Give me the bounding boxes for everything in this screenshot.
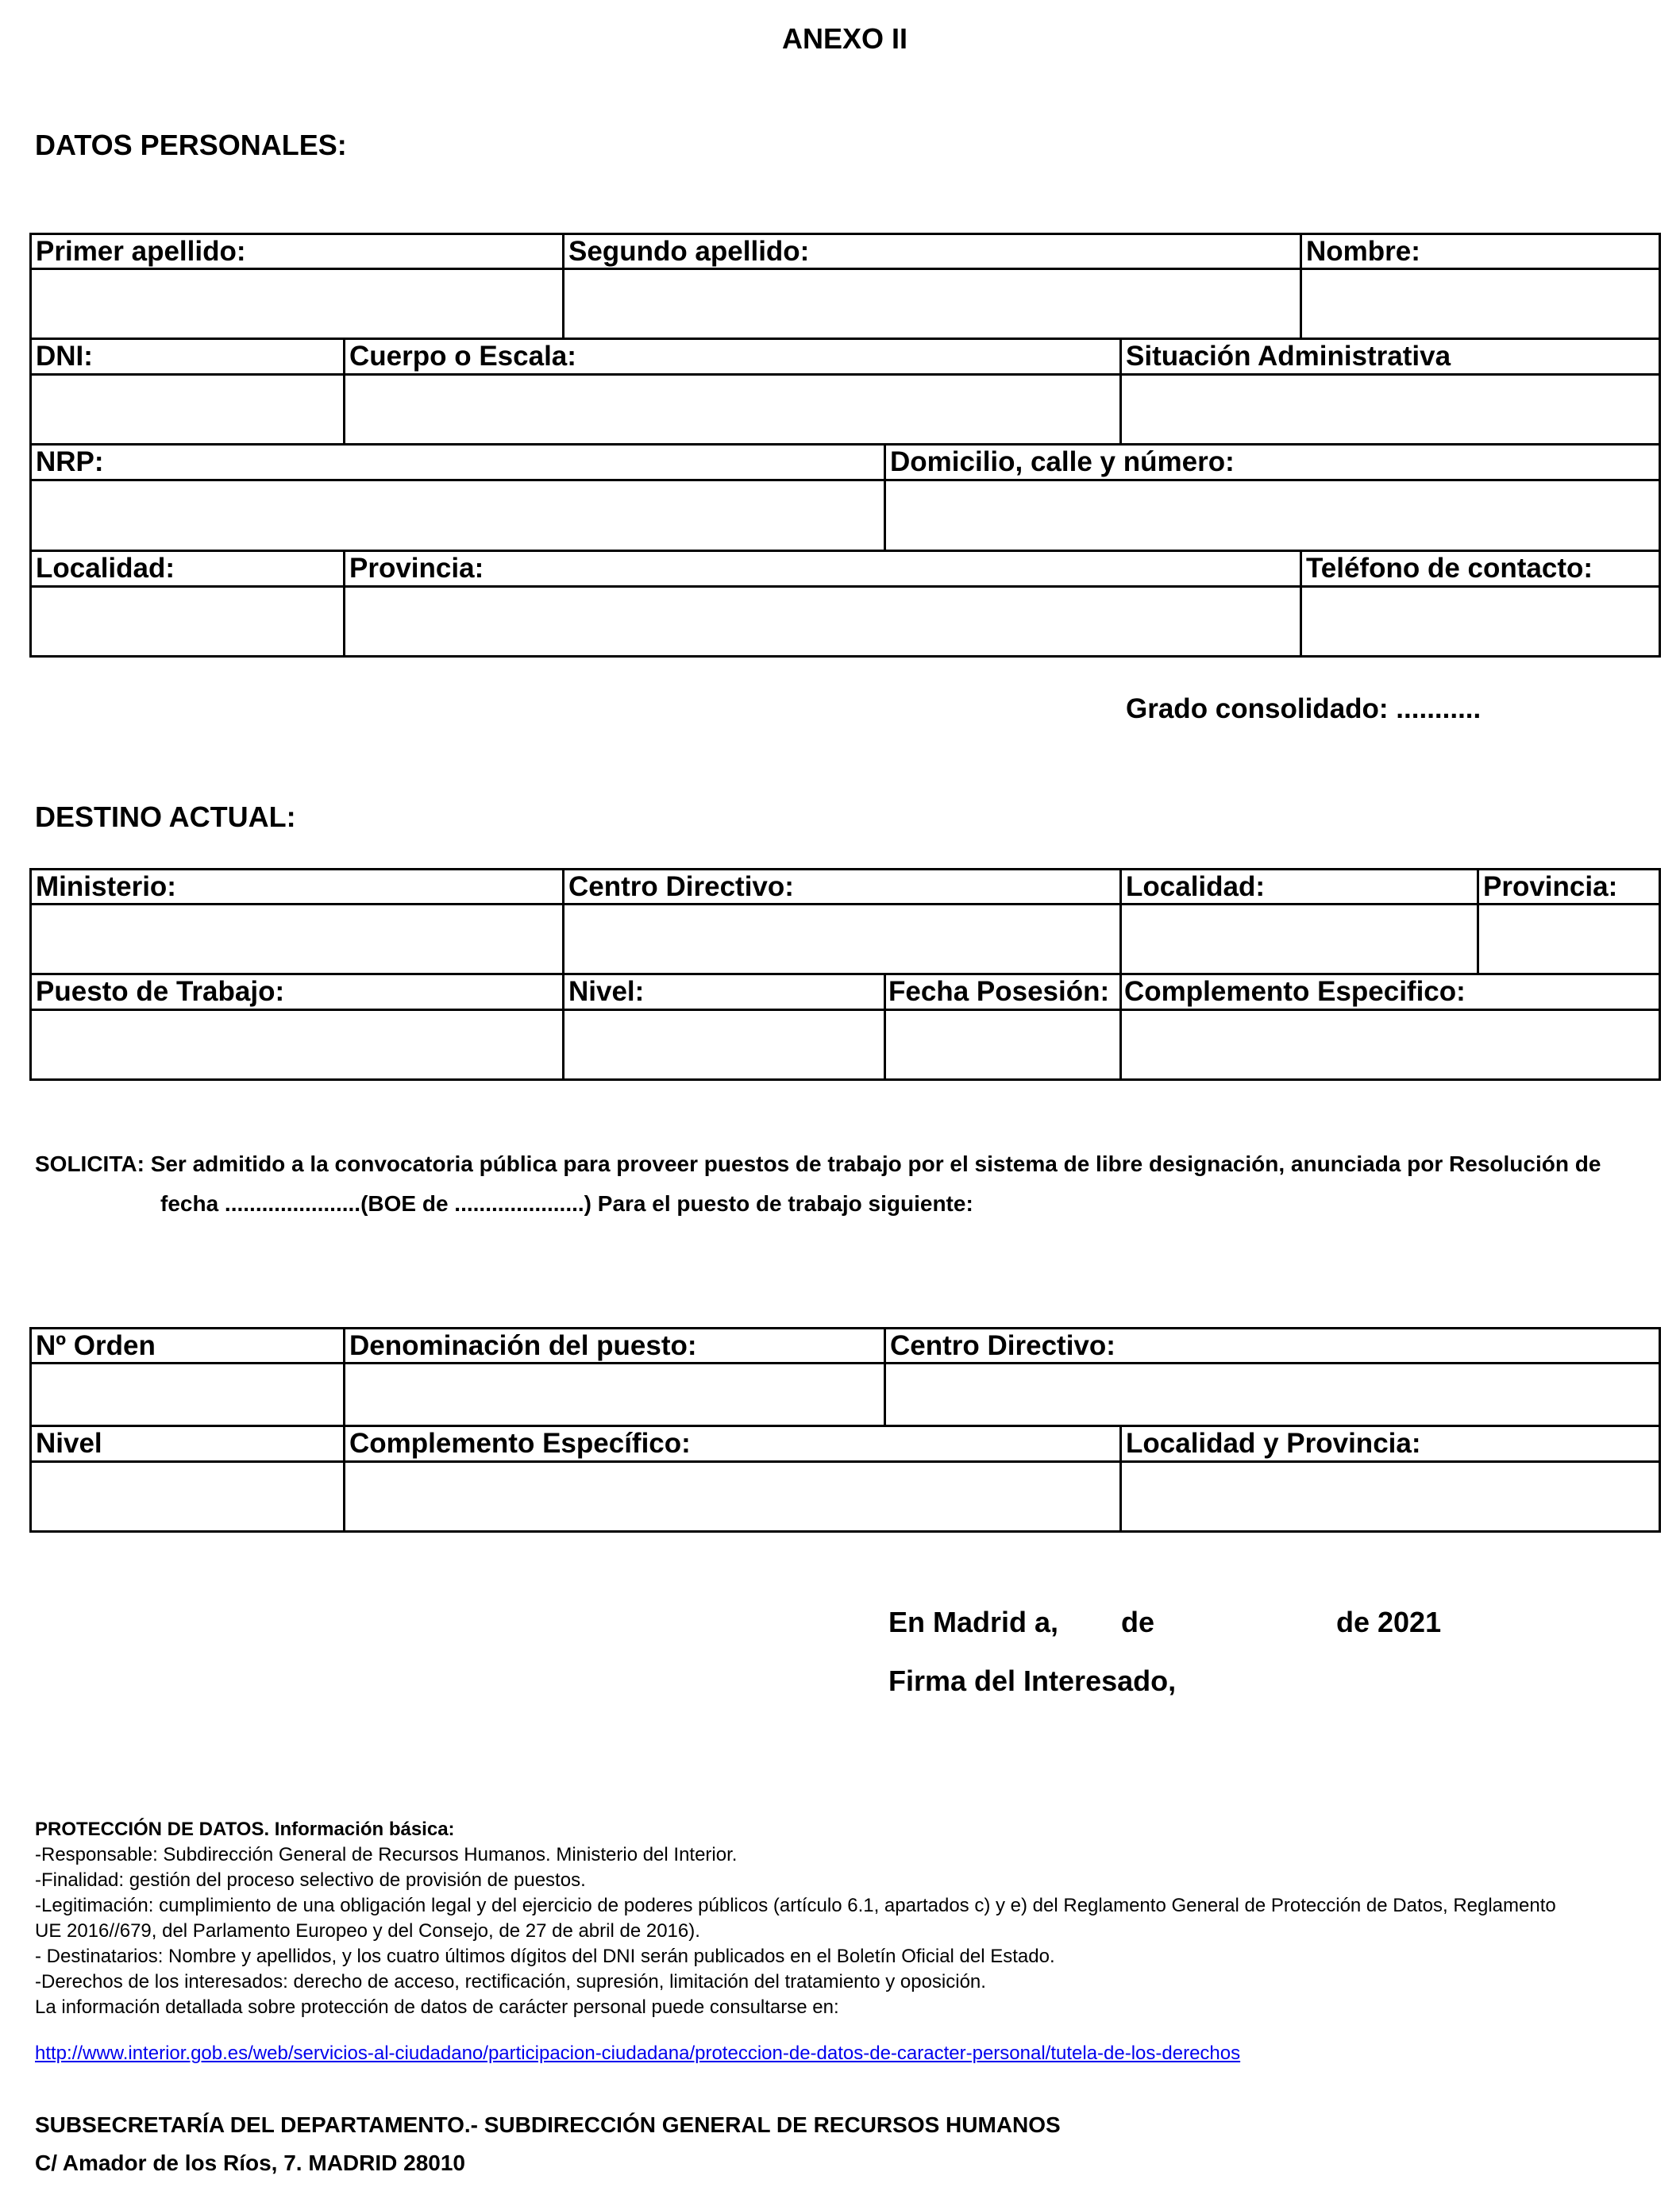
proteccion-line: La información detallada sobre protección de datos de carácter personal puede consultarse en: [35, 1996, 839, 2018]
field-denominacion-puesto[interactable] [345, 1364, 884, 1425]
solicita-line-1: SOLICITA: Ser admitido a la convocatoria pública para proveer puestos de trabajo por el sistema de libre designación, anunciada por Resolución de [35, 1152, 1601, 1176]
section-heading-personal: DATOS PERSONALES: [35, 129, 347, 161]
field-puesto-nivel[interactable] [32, 1463, 343, 1530]
label-fecha-posesion: Fecha Posesión: [888, 976, 1110, 1007]
proteccion-line: UE 2016//679, del Parlamento Europeo y del Consejo, de 27 de abril de 2016). [35, 1920, 700, 1942]
label-destino-localidad: Localidad: [1126, 871, 1266, 902]
label-numero-orden: Nº Orden [36, 1330, 156, 1361]
label-localidad: Localidad: [36, 553, 175, 584]
label-primer-apellido: Primer apellido: [36, 236, 246, 267]
field-primer-apellido[interactable] [32, 270, 562, 338]
field-localidad[interactable] [32, 588, 343, 655]
label-destino-provincia: Provincia: [1483, 871, 1618, 902]
field-nivel[interactable] [564, 1011, 884, 1078]
label-denominacion-puesto: Denominación del puesto: [349, 1330, 697, 1361]
label-nombre: Nombre: [1306, 236, 1420, 267]
proteccion-line: -Finalidad: gestión del proceso selectivo de provisión de puestos. [35, 1869, 586, 1891]
label-cuerpo-escala: Cuerpo o Escala: [349, 341, 576, 372]
year-label: de 2021 [1336, 1606, 1442, 1638]
section-heading-destino: DESTINO ACTUAL: [35, 800, 296, 833]
de-label: de [1121, 1606, 1155, 1638]
footer-address: C/ Amador de los Ríos, 7. MADRID 28010 [35, 2151, 465, 2175]
proteccion-line: -Responsable: Subdirección General de Recursos Humanos. Ministerio del Interior. [35, 1844, 738, 1865]
label-provincia: Provincia: [349, 553, 484, 584]
field-segundo-apellido[interactable] [564, 270, 1300, 338]
solicita-line-2: fecha ......................(BOE de .....................) Para el puesto de trabajo siguiente: [160, 1191, 973, 1216]
label-puesto-trabajo: Puesto de Trabajo: [36, 976, 285, 1007]
field-complemento-especifico[interactable] [1122, 1011, 1659, 1078]
label-puesto-nivel: Nivel [36, 1428, 102, 1459]
label-ministerio: Ministerio: [36, 871, 176, 902]
field-localidad-provincia[interactable] [1122, 1463, 1659, 1530]
field-fecha-posesion[interactable] [886, 1011, 1119, 1078]
page-title: ANEXO II [782, 22, 908, 55]
field-ministerio[interactable] [32, 905, 562, 973]
proteccion-datos-title: PROTECCIÓN DE DATOS. Información básica: [35, 1819, 455, 1840]
proteccion-line: -Legitimación: cumplimiento de una obligación legal y del ejercicio de poderes públicos (artículo 6.1, apartados c) y e) del Reglamento General de Protección de Datos, Reglamento [35, 1895, 1556, 1916]
label-puesto-complemento: Complemento Específico: [349, 1428, 691, 1459]
label-nrp: NRP: [36, 446, 104, 477]
label-segundo-apellido: Segundo apellido: [568, 236, 810, 267]
field-numero-orden[interactable] [32, 1364, 343, 1425]
grado-consolidado: Grado consolidado: ........... [1126, 693, 1482, 724]
label-centro-directivo: Centro Directivo: [568, 871, 794, 902]
field-cuerpo-escala[interactable] [345, 376, 1119, 443]
field-domicilio[interactable] [886, 481, 1659, 550]
footer-subsecretaria: SUBSECRETARÍA DEL DEPARTAMENTO.- SUBDIRECCIÓN GENERAL DE RECURSOS HUMANOS [35, 2112, 1061, 2137]
field-nombre[interactable] [1302, 270, 1659, 338]
field-puesto-trabajo[interactable] [32, 1011, 562, 1078]
field-nrp[interactable] [32, 481, 884, 550]
firma-interesado-label: Firma del Interesado, [888, 1665, 1177, 1697]
proteccion-datos-link[interactable]: http://www.interior.gob.es/web/servicios-al-ciudadano/participacion-ciudadana/proteccion-de-datos-de-caracter-personal/tutela-de-los-derechos [35, 2043, 1241, 2064]
en-madrid-label: En Madrid a, [888, 1606, 1059, 1638]
label-dni: DNI: [36, 341, 93, 372]
field-destino-provincia[interactable] [1479, 905, 1659, 973]
field-puesto-complemento[interactable] [345, 1463, 1119, 1530]
label-nivel: Nivel: [568, 976, 645, 1007]
field-telefono[interactable] [1302, 588, 1659, 655]
label-localidad-provincia: Localidad y Provincia: [1126, 1428, 1421, 1459]
field-centro-directivo[interactable] [564, 905, 1119, 973]
proteccion-line: -Derechos de los interesados: derecho de acceso, rectificación, supresión, limitación del tratamiento y oposición. [35, 1971, 986, 1992]
field-puesto-centro-directivo[interactable] [886, 1364, 1659, 1425]
label-situacion-administrativa: Situación Administrativa [1126, 341, 1451, 372]
field-situacion-administrativa[interactable] [1122, 376, 1659, 443]
label-puesto-centro-directivo: Centro Directivo: [890, 1330, 1116, 1361]
field-dni[interactable] [32, 376, 343, 443]
label-domicilio: Domicilio, calle y número: [890, 446, 1235, 477]
proteccion-line: - Destinatarios: Nombre y apellidos, y los cuatro últimos dígitos del DNI serán publicados en el Boletín Oficial del Estado. [35, 1946, 1055, 1967]
label-complemento-especifico: Complemento Especifico: [1124, 976, 1466, 1007]
label-telefono: Teléfono de contacto: [1306, 553, 1593, 584]
field-provincia[interactable] [345, 588, 1300, 655]
field-destino-localidad[interactable] [1122, 905, 1477, 973]
